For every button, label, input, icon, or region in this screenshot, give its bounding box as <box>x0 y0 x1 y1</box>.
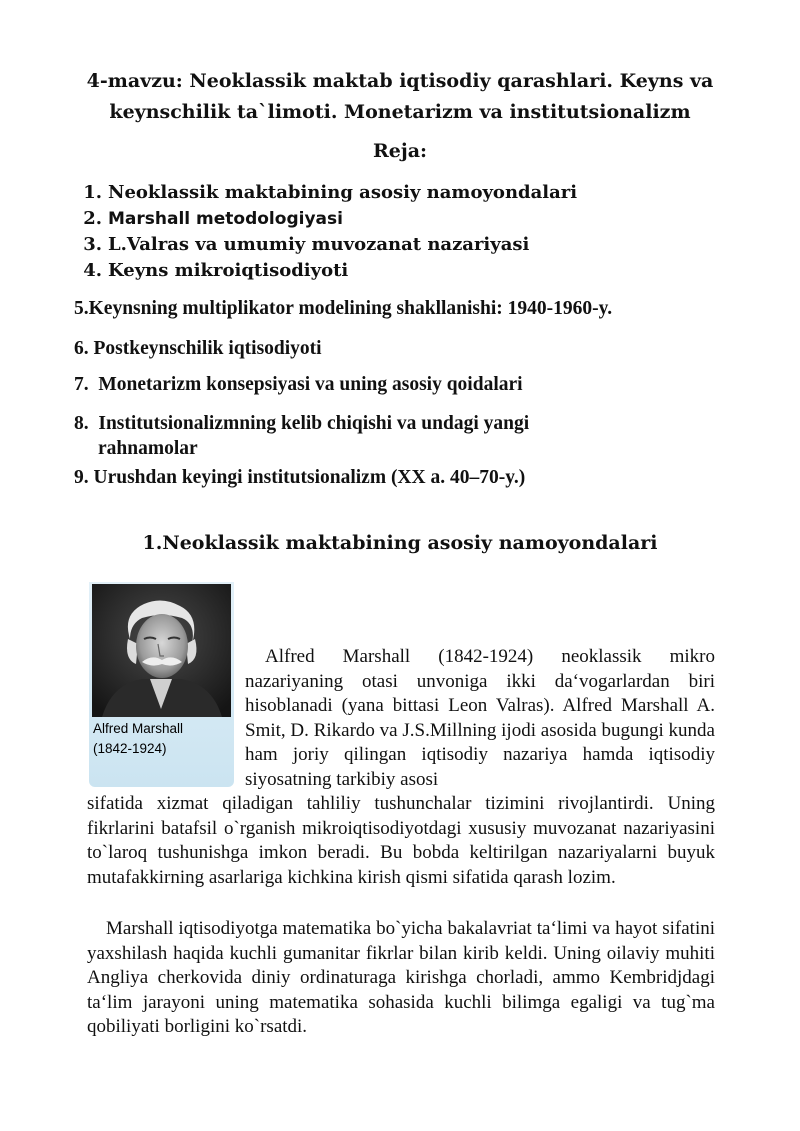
portrait-caption <box>93 719 231 759</box>
plan-item-7: 7. Monetarizm konsepsiyasi va uning asosiy qoidalari <box>74 374 523 395</box>
paragraph-1-continued: sifatida xizmat qiladigan tahliliy tushunchalar tizimini rivojlantirdi. Uning fikrlarini batafsil o`rganish mikroiqtisodiyotdagi xususiy muvozanat nazariyasini to`laroq tushunishga imkon beradi. Bu bobda keltirilgan nazariyalarni buyuk mutafakkirning asarlariga kichkina kirish qismi sifatida qarash lozim. <box>87 793 715 888</box>
portrait-illustration <box>92 584 231 717</box>
plan-item-4: 4. Keyns mikroiqtisodiyoti <box>83 259 349 281</box>
title-line-1: 4-mavzu: Neoklassik maktab iqtisodiy qarashlari. Keyns va <box>86 70 714 92</box>
paragraph-2: Marshall iqtisodiyotga matematika bo`yicha bakalavriat ta‘limi va hayot sifatini yaxshilash haqida kuchli gumanitar fikrlar bilan kirib keldi. Uning oilaviy muhiti Angliya cherkovida diniy ordinaturaga kirishga chorladi, ammo Kembridjdagi ta‘lim jarayoni uning matematika sohasida kuchli bilimga egaligi va tug`ma qobiliyati borligini ko`rsatdi. <box>87 918 715 1037</box>
plan-item-2: 2. Marshall metodologiyasi <box>83 207 343 229</box>
paragraph-1-wrapped: Alfred Marshall (1842-1924) neoklassik mikro nazariyaning otasi unvoniga ikki da‘vogarlardan biri hisoblanadi (yana bittasi Leon Valras). Alfred Marshall A. Smit, D. Rikardo va J.S.Millning ijodi asosida bugungi kunda ham joriy qilingan iqtisodiy nazariya hamda iqtisodiy siyosatning tarkibiy asosi <box>245 646 715 790</box>
plan-item-5: 5.Keynsning multiplikator modelining shakllanishi: 1940-1960-y. <box>74 298 613 319</box>
section-heading: 1.Neoklassik maktabining asosiy namoyondalari <box>142 532 658 554</box>
plan-item-6: 6. Postkeynschilik iqtisodiyoti <box>74 338 322 359</box>
title-line-2: keynschilik ta`limoti. Monetarizm va institutsionalizm <box>109 101 691 123</box>
portrait-figure <box>89 582 234 787</box>
page-title <box>80 66 720 128</box>
plan-heading: Reja: <box>372 140 428 162</box>
plan-item-8: 8. Institutsionalizmning kelib chiqishi va undagi yangi rahnamolar <box>74 413 530 459</box>
plan-item-1: 1. Neoklassik maktabining asosiy namoyondalari <box>83 182 578 203</box>
plan-item-3: 3. L.Valras va umumiy muvozanat nazariyasi <box>83 234 530 255</box>
caption-name: Alfred Marshall <box>93 721 184 736</box>
caption-years: (1842-1924) <box>93 741 167 756</box>
plan-item-9: 9. Urushdan keyingi institutsionalizm (XX a. 40–70-y.) <box>74 467 526 488</box>
plan-list <box>74 180 577 283</box>
portrait-photo <box>92 584 231 717</box>
